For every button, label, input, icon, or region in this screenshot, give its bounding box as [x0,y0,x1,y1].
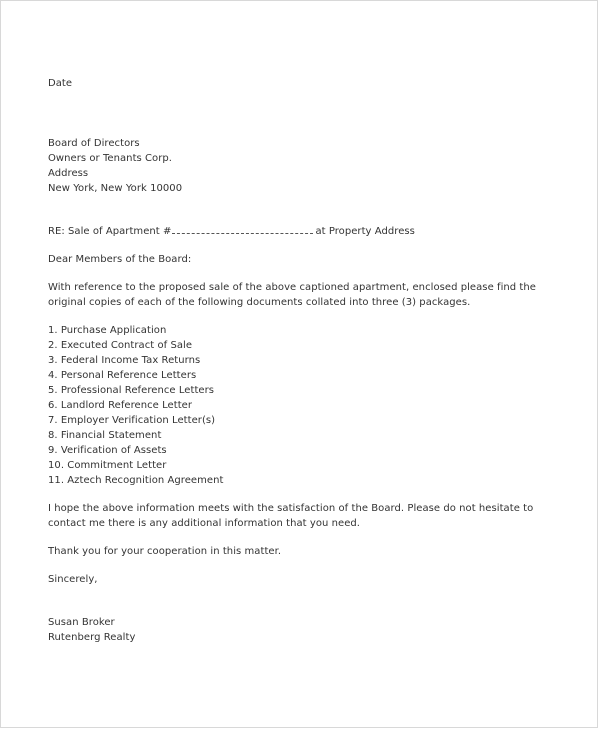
list-item: 11. Aztech Recognition Agreement [48,475,224,486]
documents-list [48,323,563,488]
list-item: 2. Executed Contract of Sale [48,340,193,351]
list-item: 5. Professional Reference Letters [48,385,215,396]
recipient-line: Address [48,168,89,179]
signature-name: Susan Broker [48,617,115,628]
letter-body [48,76,563,645]
signature-block [48,615,563,645]
recipient-address [48,136,563,196]
recipient-line: Owners or Tenants Corp. [48,153,173,164]
list-item: 7. Employer Verification Letter(s) [48,415,216,426]
salutation: Dear Members of the Board: [48,254,192,265]
list-item: 4. Personal Reference Letters [48,370,197,381]
subject-suffix: at Property Address [315,226,415,237]
recipient-line: Board of Directors [48,138,140,149]
date-line: Date [48,78,73,89]
list-item: 8. Financial Statement [48,430,162,441]
list-item: 10. Commitment Letter [48,460,167,471]
apartment-number-blank [172,225,313,234]
subject-line [48,224,563,239]
subject-prefix: RE: Sale of Apartment # [48,226,172,237]
list-item: 3. Federal Income Tax Returns [48,355,201,366]
closing-line: Sincerely, [48,574,98,585]
list-item: 6. Landlord Reference Letter [48,400,193,411]
signature-company: Rutenberg Realty [48,632,136,643]
intro-paragraph: With reference to the proposed sale of the above captioned apartment, enclosed please find the original copies of each of the following documents collated into three (3) packages. [48,282,536,308]
closing-paragraph: I hope the above information meets with the satisfaction of the Board. Please do not hesitate to contact me there is any additional information that you need. [48,503,534,529]
list-item: 1. Purchase Application [48,325,167,336]
thanks-line: Thank you for your cooperation in this matter. [48,546,282,557]
list-item: 9. Verification of Assets [48,445,167,456]
recipient-line: New York, New York 10000 [48,183,183,194]
